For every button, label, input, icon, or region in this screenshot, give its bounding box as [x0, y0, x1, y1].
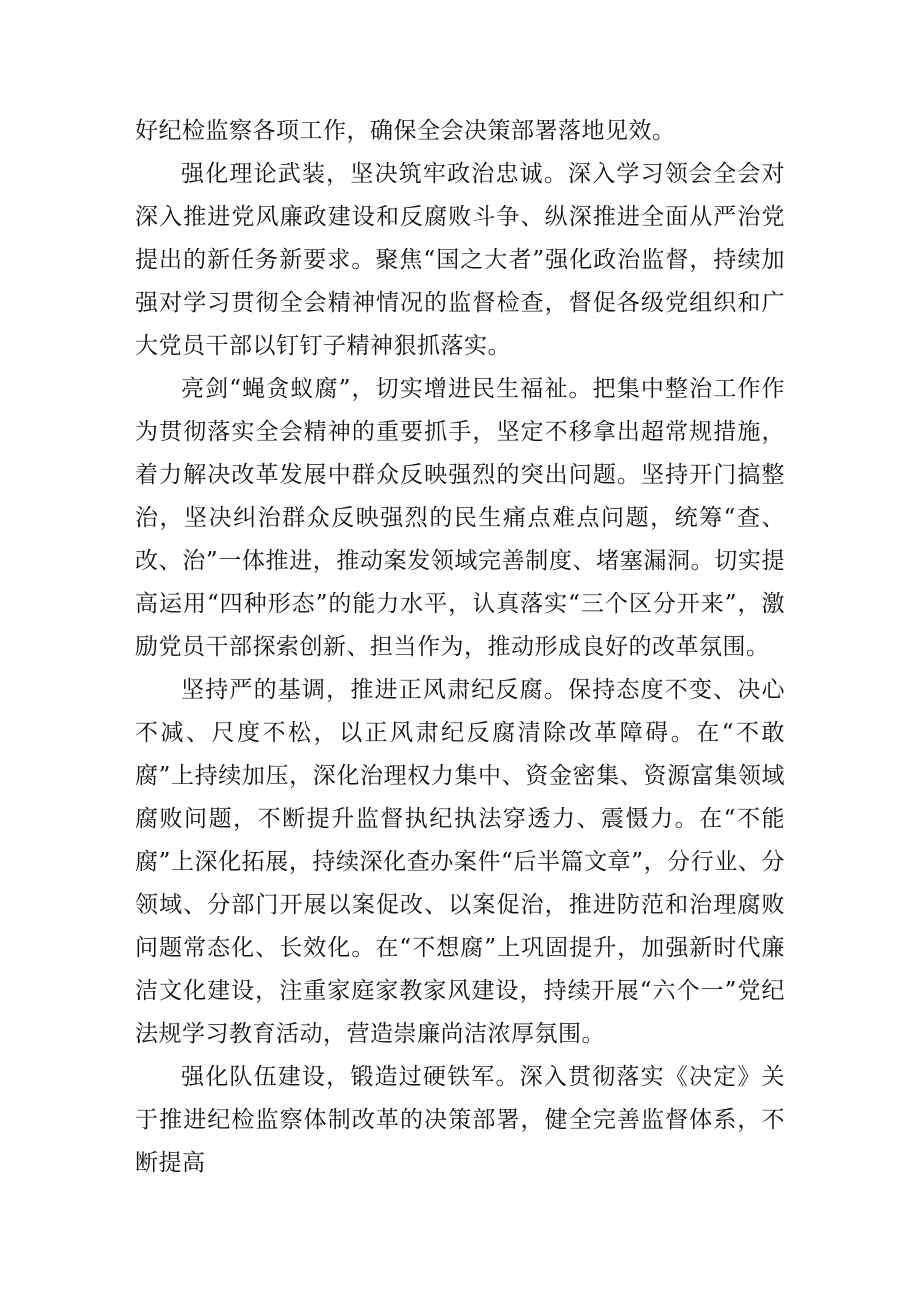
paragraph-petty-corruption: 亮剑“蝇贪蚁腐”，切实增进民生福祉。把集中整治工作作为贯彻落实全会精神的重要抓手，坚定不移拿出超常规措施，着力解决改革发展中群众反映强烈的突出问题。坚持开门搞整治，坚决纠治群众反映强烈的民生痛点难点问题，统筹“查、改、治”一体推进，推动案发领域完善制度、堵塞漏洞。切实提高运用“四种形态”的能力水平，认真落实“三个区分开来”，激励党员干部探索创新、担当作为，推动形成良好的改革氛围。 [135, 376, 785, 660]
document-page [135, 110, 785, 1185]
paragraph-theory-armament: 强化理论武装，坚决筑牢政治忠诚。深入学习领会全会对深入推进党风廉政建设和反腐败斗争、纵深推进全面从严治党提出的新任务新要求。聚焦“国之大者”强化政治监督，持续加强对学习贯彻全会精神情况的监督检查，督促各级党组织和广大党员干部以钉钉子精神狠抓落实。 [135, 161, 785, 359]
paragraph-continuation: 好纪检监察各项工作，确保全会决策部署落地见效。 [135, 118, 676, 144]
paragraph-team-building: 强化队伍建设，锻造过硬铁军。深入贯彻落实《决定》关于推进纪检监察体制改革的决策部署，健全完善监督体系，不断提高 [135, 1064, 785, 1176]
paragraph-anti-corruption: 坚持严的基调，推进正风肃纪反腐。保持态度不变、决心不减、尺度不松，以正风肃纪反腐清除改革障碍。在“不敢腐”上持续加压，深化治理权力集中、资金密集、资源富集领域腐败问题，不断提升监督执纪执法穿透力、震慑力。在“不能腐”上深化拓展，持续深化查办案件“后半篇文章”，分行业、分领域、分部门开展以案促改、以案促治，推进防范和治理腐败问题常态化、长效化。在“不想腐”上巩固提升，加强新时代廉洁文化建设，注重家庭家教家风建设，持续开展“六个一”党纪法规学习教育活动，营造崇廉尚洁浓厚氛围。 [135, 677, 785, 1047]
